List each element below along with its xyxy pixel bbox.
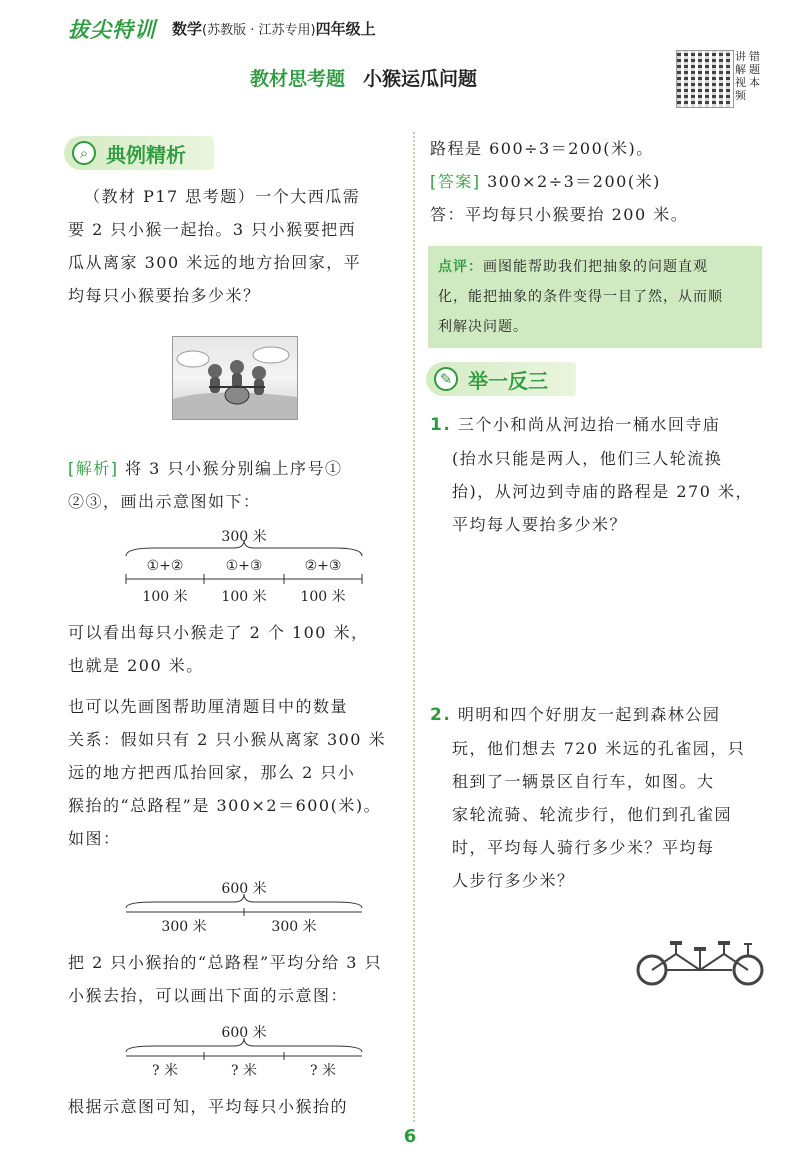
answer-tag: [答案] (430, 172, 481, 191)
magnifier-icon: ⌕ (72, 141, 96, 165)
diagram1-length-label: 100 米 (300, 589, 346, 605)
explanation-text (68, 616, 408, 855)
explanation-line: 如图： (68, 829, 121, 848)
comment-line: 利解决问题。 (438, 319, 528, 335)
comment-tag: 点评： (438, 259, 483, 275)
qr-code[interactable] (676, 50, 734, 108)
analysis-line: ②③，画出示意图如下： (68, 492, 261, 511)
diagram1-length-label: 100 米 (221, 589, 267, 605)
answer-text: 答：平均每只小猴要抬 200 米。 (430, 205, 689, 224)
diagram1-segment-label: ①+③ (225, 558, 263, 574)
diagram-two-segments (124, 878, 364, 938)
badge-example (64, 136, 214, 170)
question-line: 时，平均每人骑行多少米？平均每 (452, 838, 715, 857)
monkeys-carrying-melon-illustration (172, 336, 298, 420)
diagram1-length-label: 100 米 (142, 589, 188, 605)
solution-continued (430, 132, 770, 231)
question-line: 人步行多少米？ (452, 871, 575, 890)
tandem-bicycle-illustration (636, 936, 764, 988)
diagram3-length-label: ? 米 (310, 1063, 336, 1079)
explanation-line: 把 2 只小猴抬的“总路程”平均分给 3 只 (68, 953, 383, 972)
subject-edition: (苏教版 · 江苏专用) (202, 23, 316, 38)
problem-line: 瓜从离家 300 米远的地方抬回家，平 (68, 253, 362, 272)
answer-expression: 300×2÷3＝200(米) (480, 172, 661, 191)
explanation-line: 远的地方把西瓜抬回家，那么 2 只小 (68, 763, 356, 782)
problem-line: 均每只小猴要抬多少米？ (68, 286, 261, 305)
question-line: 三个小和尚从河边抬一桶水回寺庙 (457, 415, 721, 434)
comment-line: 画图能帮助我们把抽象的问题直观 (483, 259, 708, 275)
explanation-line: 可以看出每只小猴走了 2 个 100 米， (68, 623, 369, 642)
badge-practice-label: 举一反三 (468, 368, 548, 393)
explanation-text-3: 根据示意图可知，平均每只小猴抬的 (68, 1097, 349, 1116)
diagram2-total-label: 600 米 (221, 881, 267, 897)
question-number: 2. (430, 705, 452, 725)
question-2 (430, 698, 775, 897)
explanation-line: 小猴去抬，可以画出下面的示意图： (68, 986, 349, 1005)
explanation-line: 关系：假如只有 2 只小猴从离家 300 米 (68, 730, 387, 749)
diagram3-length-label: ? 米 (231, 1063, 257, 1079)
question-line: 抬)，从河边到寺庙的路程是 270 米， (452, 482, 753, 501)
explanation-line: 猴抬的“总路程”是 300×2＝600(米)。 (68, 796, 382, 815)
comment-line: 化，能把抽象的条件变得一目了然，从而顺 (438, 289, 723, 305)
column-divider (413, 132, 415, 1122)
comment-box (428, 246, 762, 348)
diagram2-length-label: 300 米 (271, 919, 317, 935)
explanation-line: 也就是 200 米。 (68, 656, 204, 675)
question-line: 租到了一辆景区自行车，如图。大 (452, 772, 715, 791)
diagram-unknown-segments (124, 1022, 364, 1082)
analysis-line: 将 3 只小猴分别编上序号① (118, 459, 343, 478)
problem-line: 要 2 只小猴一起抬。3 只小猴要把西 (68, 220, 357, 239)
question-number: 1. (430, 415, 452, 435)
subject-title (172, 18, 376, 39)
explanation-line: 也可以先画图帮助厘清题目中的数量 (68, 697, 349, 716)
diagram1-total-label: 300 米 (221, 529, 267, 545)
example-problem (68, 180, 408, 312)
question-line: 家轮流骑、轮流步行，他们到孔雀园 (452, 805, 733, 824)
question-line: 明明和四个好朋友一起到森林公园 (457, 705, 721, 724)
subject-grade: 四年级上 (315, 20, 376, 38)
badge-example-label: 典例精析 (106, 142, 186, 167)
qr-label-mistakes: 错题本 (749, 50, 760, 89)
explanation-text-2 (68, 946, 408, 1012)
question-1 (430, 408, 775, 541)
diagram-three-segments (124, 530, 364, 610)
question-line: (抬水只能是两人，他们三人轮流换 (452, 449, 723, 468)
qr-label-video: 讲解视频 (735, 50, 746, 102)
subject-name: 数学 (172, 20, 203, 38)
section-name: 教材思考题 (250, 68, 346, 90)
solution-line: 路程是 600÷3＝200(米)。 (430, 139, 654, 158)
diagram2-length-label: 300 米 (161, 919, 207, 935)
section-title (250, 64, 477, 91)
question-line: 玩，他们想去 720 米远的孔雀园，只 (452, 739, 746, 758)
diagram1-segment-label: ②+③ (304, 558, 342, 574)
analysis-tag: [解析] (68, 459, 119, 478)
problem-line: （教材 P17 思考题）一个大西瓜需 (84, 187, 361, 206)
diagram3-total-label: 600 米 (221, 1025, 267, 1041)
question-line: 平均每人要抬多少米？ (452, 515, 628, 534)
diagram3-length-label: ? 米 (152, 1063, 178, 1079)
section-topic: 小猴运瓜问题 (363, 68, 478, 90)
pencil-icon: ✎ (434, 367, 458, 391)
badge-practice (426, 362, 576, 396)
page-number: 6 (403, 1126, 417, 1147)
analysis (68, 452, 408, 518)
diagram1-segment-label: ①+② (146, 558, 184, 574)
brand-logo: 拔尖特训 (68, 18, 156, 42)
